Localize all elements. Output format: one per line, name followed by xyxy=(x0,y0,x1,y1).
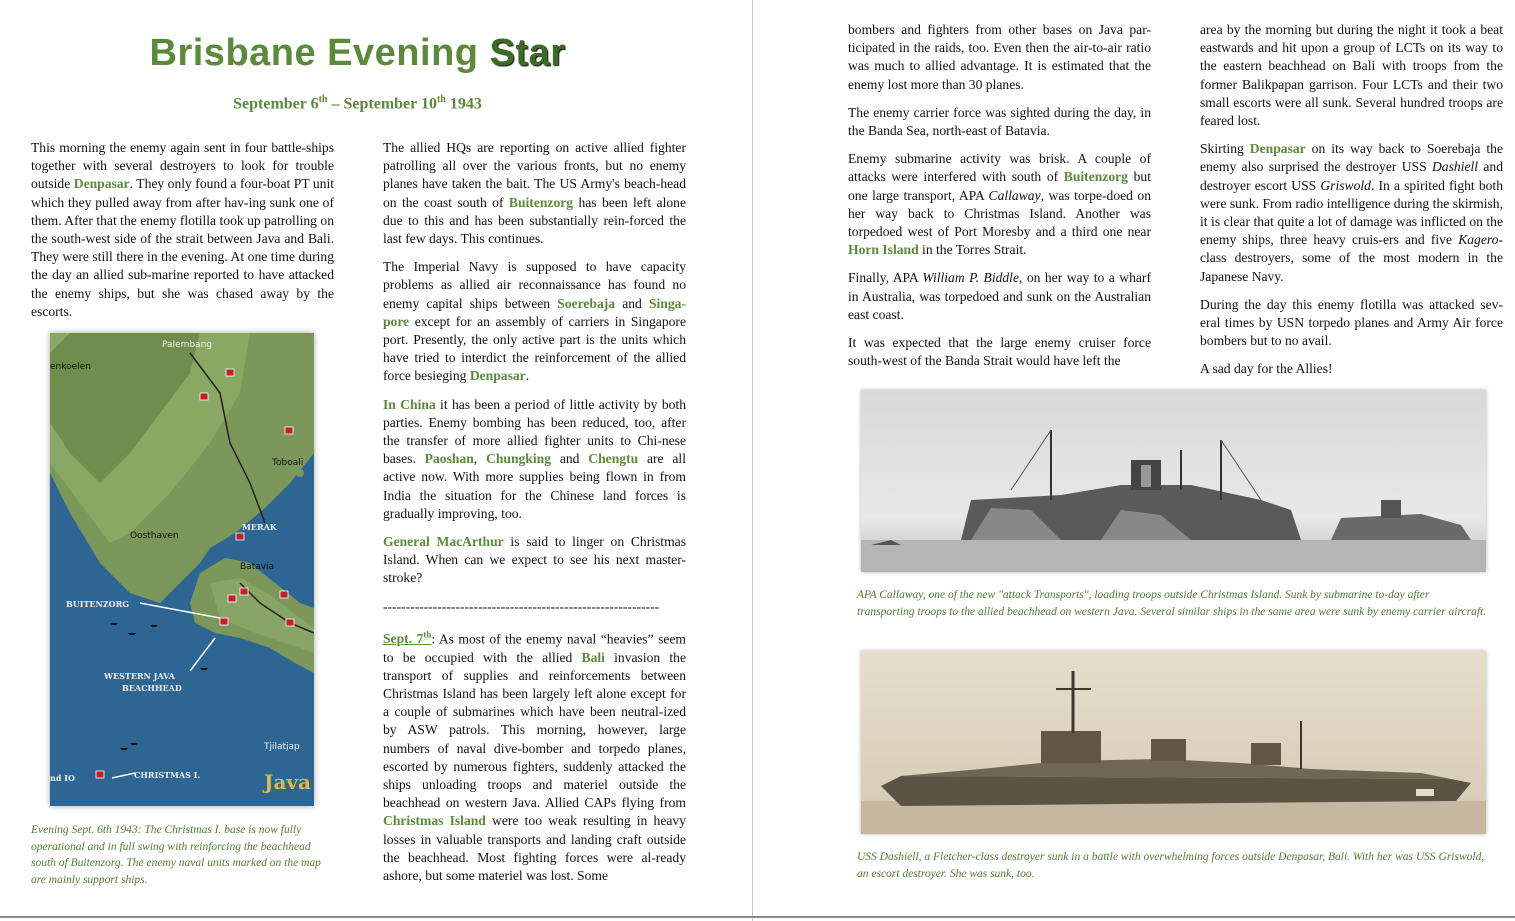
link-buitenzorg[interactable]: Buitenzorg xyxy=(508,194,574,210)
map-label-oosthaven: Oosthaven xyxy=(130,531,179,541)
map-label-java: Java xyxy=(264,770,312,794)
link-paoshan[interactable]: Paoshan xyxy=(424,451,474,467)
link-denpasar-3[interactable]: Denpasar xyxy=(1249,141,1306,157)
column-1 xyxy=(31,139,334,331)
col3-paragraph-1: bombers and fighters from other bases on Java par-ticipated in the raids, too. Even then the air-to-air ratio was much to allied advantage. It is estimated that the enemy lost more than 30 planes. xyxy=(848,22,1151,92)
date-from: September 6 xyxy=(233,95,319,113)
link-horn-island[interactable]: Horn Island xyxy=(848,242,919,258)
col1-paragraph-1: This morning the enemy again sent in four battle-ships together with several destroyers to look for trouble outside Denpasar. They only found a four-boat PT unit which they pulled away from after hav-ing sunk one of them. After that the enemy flotilla took up patrolling on the south-west side of the strait between Java and Bali. They were still there in the evening. At one time during the day an allied sub-marine reported to have attacked the enemy ships, but she was chased away by the escorts. xyxy=(31,140,334,319)
page-divider xyxy=(752,0,753,921)
link-singapore[interactable]: Singa-pore xyxy=(383,295,686,329)
title-main: Brisbane Evening xyxy=(149,32,490,74)
photo-uss-dashiell xyxy=(861,651,1486,834)
col2-paragraph-2: The Imperial Navy is supposed to have capacity problems as allied air reconnaissance has found no enemy capital ships between Soerebaja and Singa-pore except for an assembly of carriers in Singapore port. Presently, the only active part is the units which have tried to interdict the reinforcement of the allied force besieging Denpasar. xyxy=(383,259,686,384)
col2-paragraph-1: The allied HQs are reporting on active allied fighter patrolling all over the various fronts, but no enemy planes have taken the bait. The US Army's beach-head on the coast south of Buitenzorg has been left alone due to this and has been substantially rein-forced the last few days. This continues. xyxy=(383,140,686,247)
map-label-merak: MERAK xyxy=(242,522,277,532)
link-soerebaja[interactable]: Soerebaja xyxy=(557,295,616,311)
col4-paragraph-2: Skirting Denpasar on its way back to Soerebaja the enemy also surprised the destroyer USS Dashiell and destroyer escort USS Griswold. In a spirited fight both were sunk. From radio intelligence during the skirmish, it is clear that quite a lot of damage was inflicted on the enemy ships, three heavy cruis-ers and five Kagero-class destroyers, some of the most modern in the Japanese Navy. xyxy=(1200,141,1504,284)
link-chungking[interactable]: Chungking xyxy=(486,451,552,467)
col3-paragraph-4: Finally, APA William P. Biddle, on her way to a wharf in Australia, was torpedoed and sunk on the Australian east coast. xyxy=(848,270,1151,322)
column-3 xyxy=(848,21,1151,380)
map-label-christmas-island: CHRISTMAS I. xyxy=(134,770,201,780)
map-label-toboali: Toboali xyxy=(272,458,304,468)
map-label-beachhead: BEACHHEAD xyxy=(122,683,182,693)
date-year: 1943 xyxy=(445,95,482,113)
col3-paragraph-5: It was expected that the large enemy cruiser force south-west of the Banda Strait would have left the xyxy=(848,335,1151,369)
link-buitenzorg-2[interactable]: Buitenzorg xyxy=(1063,169,1128,185)
date-separator: – xyxy=(327,95,344,113)
col3-paragraph-2: The enemy carrier force was sighted during the day, in the Banda Sea, north-east of Batavia. xyxy=(848,104,1151,139)
date-to-suffix: th xyxy=(436,94,446,105)
link-denpasar[interactable]: Denpasar xyxy=(73,176,130,192)
title-star: Star xyxy=(489,32,566,74)
link-chengtu[interactable]: Chengtu xyxy=(588,451,639,467)
map-label-benkoelen: enkoelen xyxy=(50,362,91,372)
date-to: September 10 xyxy=(343,95,437,113)
dateline xyxy=(30,94,685,113)
map-label-palembang: Palembang xyxy=(162,340,212,350)
link-in-china[interactable]: In China xyxy=(383,396,436,412)
col2-paragraph-3: In China it has been a period of little activity by both parties. Enemy bombing has been reduced, too, after the transfer of more allied fighter units to Chi-nese bases. Paoshan, Chungking and Chengtu are all active now. With more supplies being flown in from India the situation for the Chinese land forces is gradually improving, too. xyxy=(383,396,686,521)
photo2-caption: USS Dashiell, a Fletcher-class destroyer sunk in a battle with overwhelming forces outside Denpasar, Bali. With her was USS Griswold, an escort destroyer. She was sunk, too. xyxy=(857,851,1485,880)
col4-paragraph-1: area by the morning but during the night it took a beat eastwards and hit upon a group of LCTs on its way to the eastern beachhead on Bali with troops from the former Balikpapan garrison. Four LCTs and their two small escorts were all sunk. Several hundred troops are feared lost. xyxy=(1200,22,1503,129)
photo-apa-callaway xyxy=(861,390,1486,572)
column-2 xyxy=(383,139,686,895)
bottom-rule xyxy=(0,916,1515,918)
link-christmas-island[interactable]: Christmas Island xyxy=(383,813,486,829)
map-label-batavia: Batavia xyxy=(240,562,275,572)
link-bali[interactable]: Bali xyxy=(581,649,605,665)
link-sept-7th[interactable]: Sept. 7th xyxy=(383,629,432,647)
link-denpasar-2[interactable]: Denpasar xyxy=(469,368,526,384)
newspaper-title xyxy=(30,32,685,75)
col2-paragraph-5: Sept. 7th: As most of the enemy naval “heavies” seem to be occupied with the allied Bali invasion the transport of supplies and reinforcements between Christmas Island has been largely left alone except for a couple of submarines which have been neutral-ized by ASW patrols. This morning, however, large numbers of naval dive-bomber and torpedo planes, escorted by numerous fighters, suddenly attacked the ships unloading troops and materiel outside the beachhead on western Java. Allied CAPs flying from Christmas Island were too weak resulting in heavy losses in valuable transports and landing craft outside the beachhead. Most fighting forces were al-ready ashore, but some materiel was lost. Some xyxy=(383,629,686,884)
map-label-western-java: WESTERN JAVA xyxy=(104,671,175,681)
column-4 xyxy=(1200,21,1503,389)
map-label-tjilatjap: Tjilatjap xyxy=(264,742,300,752)
map-label-and-io: nd IO xyxy=(50,773,75,783)
col4-paragraph-3: During the day this enemy flotilla was attacked sev-eral times by USN torpedo planes and Army Air force bombers but to no avail. xyxy=(1200,296,1503,349)
map-label-buitenzorg: BUITENZORG xyxy=(66,599,130,609)
section-divider: ------------------------------------------------------------- xyxy=(383,598,660,614)
photo1-caption: APA Callaway, one of the new "attack Transports", loading troops outside Christmas Island. Sunk by submarine to-day after transporting troops to the allied beachhead on western Java. Several similar ships in the same area were sunk by enemy carrier aircraft. xyxy=(857,589,1487,618)
col3-paragraph-3: Enemy submarine activity was brisk. A couple of attacks were interfered with south of Buitenzorg but one large transport, APA Callaway, was torpe-doed on her way back to Christmas Island. Another was torpedoed west of Port Moresby and a third one near Horn Island in the Torres Strait. xyxy=(848,151,1151,258)
col4-paragraph-4: A sad day for the Allies! xyxy=(1200,361,1333,377)
date-from-suffix: th xyxy=(318,94,328,105)
java-map-image xyxy=(50,333,314,806)
map-caption: Evening Sept. 6th 1943: The Christmas I. base is now fully operational and in full swing with reinforcing the beachhead south of Buitenzorg. The enemy naval units marked on the map are mainly support ships. xyxy=(31,824,321,886)
link-general-macarthur[interactable]: General MacArthur xyxy=(383,534,504,550)
col2-paragraph-4: General MacArthur is said to linger on Christmas Island. When can we expect to see his next master-stroke? xyxy=(383,534,686,586)
